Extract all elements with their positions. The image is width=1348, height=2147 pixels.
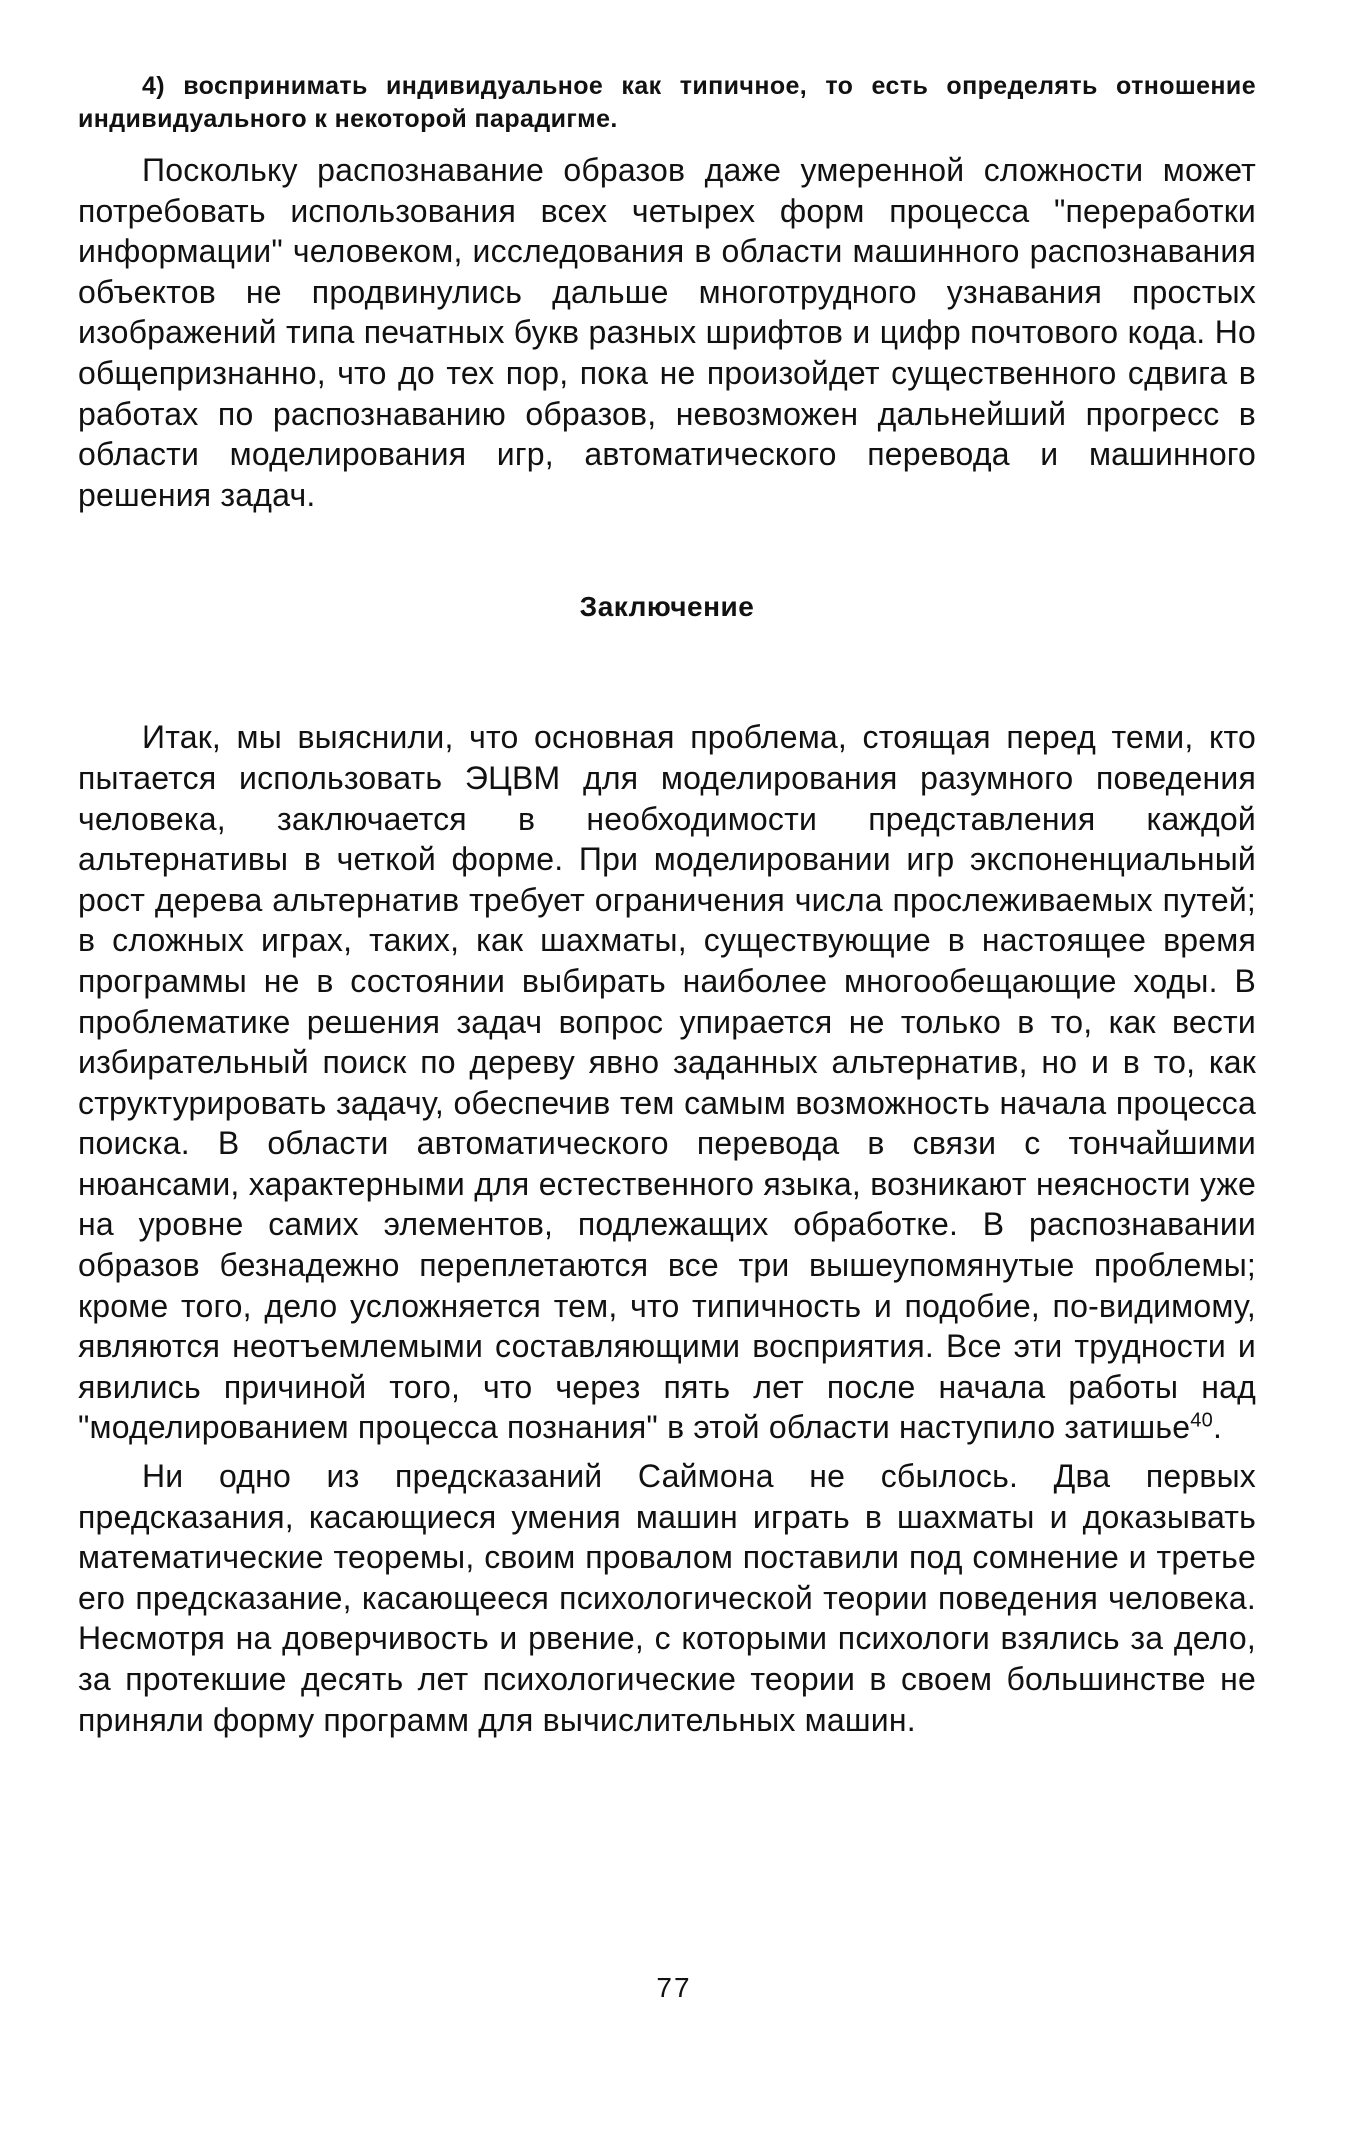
paragraph-recognition: Поскольку распознавание образов даже умеренной сложности может потребовать использования всех четырех форм процесса "переработки информации" человеком, исследования в области машинного распознавания объектов не продвинулись дальше многотрудного узнавания простых изображений типа печатных букв разных шрифтов и цифр почтового кода. Но общепризнанно, что до тех пор, пока не произойдет существенного сдвига в работах по распознаванию образов, невозможен дальнейший прогресс в области моделирования игр, автоматического перевода и машинного решения задач.	[78, 152, 1256, 513]
paragraph-conclusion-text: Итак, мы выяснили, что основная проблема, стоящая перед теми, кто пытается использовать ЭЦВМ для моделирования разумного поведения человека, заключается в необходимости представления каждой альтернативы в четкой форме. При моделировании игр экспоненциальный рост дерева альтернатив требует ограничения числа прослеживаемых путей; в сложных играх, таких, как шахматы, существующие в настоящее время программы не в состоянии выбирать наиболее многообещающие ходы. В проблематике решения задач вопрос упирается не только в то, как вести избирательный поиск по дереву явно заданных альтернатив, но и в то, как структурировать задачу, обеспечив тем самым возможность начала процесса поиска. В области автоматического перевода в связи с тончайшими нюансами, характерными для естественного языка, возникают неясности уже на уровне самих элементов, подлежащих обработке. В распознавании образов безнадежно переплетаются все три вышеупомянутые проблемы; кроме того, дело усложняется тем, что типичность и подобие, по-видимому, являются неотъемлемыми составляющими восприятия. Все эти трудности и явились причиной того, что через пять лет после начала работы над "моделированием процесса познания" в этой области наступило затишье	[78, 719, 1256, 1446]
list-item-note: 4) воспринимать индивидуальное как типичное, то есть определять отношение индивидуального к некоторой парадигме.	[78, 72, 1256, 133]
paragraph-predictions: Ни одно из предсказаний Саймона не сбылось. Два первых предсказания, касающиеся умения машин играть в шахматы и доказывать математические теоремы, своим провалом поставили под сомнение и третье его предсказание, касающееся психологической теории поведения человека. Несмотря на доверчивость и рвение, с которыми психологи взялись за дело, за протекшие десять лет психологические теории в своем большинстве не приняли форму программ для вычислительных машин.	[78, 1458, 1256, 1738]
paragraph-conclusion-end: .	[1212, 1409, 1223, 1446]
page-number: 77	[656, 1972, 692, 2003]
section-heading: Заключение	[579, 591, 755, 623]
footnote-reference: 40	[1190, 1409, 1213, 1432]
page-body	[78, 70, 1256, 1740]
paragraph-conclusion	[78, 717, 1256, 1448]
